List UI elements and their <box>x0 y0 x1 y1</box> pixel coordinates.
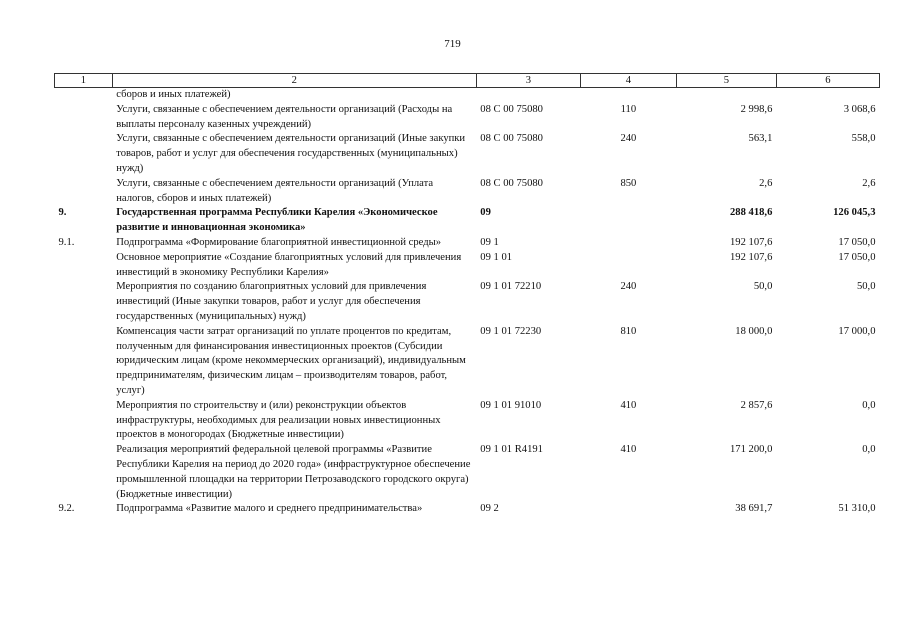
table-row <box>55 88 880 103</box>
row-amount-col5: 192 107,6 <box>730 236 773 248</box>
row-code: 09 1 01 72230 <box>480 325 542 337</box>
row-amount-col6: 50,0 <box>856 281 876 293</box>
row-name: Реализация мероприятий федеральной целевой программы «Развитие Республики Карелия на период до 2020 года» (инфраструктурное обеспечение промышленной площадки на территории Петрозаводского городского округа) (Бюджетные инвестиции) <box>116 444 471 500</box>
row-amount-col5: 38 691,7 <box>735 503 773 515</box>
row-name: сборов и иных платежей) <box>116 89 231 100</box>
table-row <box>55 443 880 502</box>
table-row <box>55 280 880 324</box>
row-code: 09 1 01 72210 <box>480 281 542 293</box>
row-amount-col6: 17 050,0 <box>838 251 876 263</box>
row-code: 09 <box>480 207 491 219</box>
row-amount-col5: 288 418,6 <box>730 207 773 219</box>
row-code: 08 С 00 75080 <box>480 177 543 189</box>
row-amount-col6: 17 050,0 <box>838 236 876 248</box>
row-number: 9.2. <box>58 503 75 515</box>
row-expense-type <box>580 502 676 517</box>
row-number: 9. <box>58 207 67 219</box>
row-expense-type <box>580 236 676 251</box>
row-amount-col5: 18 000,0 <box>735 325 773 337</box>
row-amount-col5: 171 200,0 <box>730 444 773 456</box>
table-row <box>55 103 880 133</box>
row-code: 08 С 00 75080 <box>480 133 543 145</box>
row-expense-type <box>580 251 676 281</box>
table-row <box>55 206 880 236</box>
row-name: Услуги, связанные с обеспечением деятельности организаций (Расходы на выплаты персоналу казенных учреждений) <box>116 103 453 130</box>
column-header-3: 3 <box>476 74 580 88</box>
row-expense-type: 410 <box>620 444 637 456</box>
row-code: 09 1 01 91010 <box>480 399 542 411</box>
row-number <box>55 443 113 502</box>
row-amount-col6: 558,0 <box>851 133 876 145</box>
row-amount-col5: 2 998,6 <box>740 103 773 115</box>
page-number: 719 <box>444 38 461 50</box>
table-row <box>55 399 880 443</box>
row-expense-type: 110 <box>620 103 637 115</box>
row-code: 09 1 01 R4191 <box>480 444 543 456</box>
row-amount-col6: 17 000,0 <box>838 325 876 337</box>
row-amount-col6: 0,0 <box>862 399 876 411</box>
row-expense-type: 810 <box>620 325 637 337</box>
row-amount-col5: 50,0 <box>753 281 773 293</box>
row-expense-type <box>580 206 676 236</box>
table-row <box>55 502 880 517</box>
table-row <box>55 325 880 399</box>
table-row <box>55 251 880 281</box>
row-number <box>55 132 113 176</box>
row-amount-col5: 2,6 <box>759 177 773 189</box>
row-code: 09 2 <box>480 503 499 515</box>
column-header-5: 5 <box>676 74 776 88</box>
row-amount-col5: 2 857,6 <box>740 399 773 411</box>
row-name: Компенсация части затрат организаций по уплате процентов по кредитам, полученным для финансирования инвестиционных проектов (Субсидии юридическим лицам (кроме некоммерческих организаций), индивидуальным предпринимателям, физическим лицам – производителям товаров, работ, услуг) <box>116 325 466 396</box>
column-header-2: 2 <box>112 74 476 88</box>
row-code: 09 1 <box>480 236 499 248</box>
row-name: Услуги, связанные с обеспечением деятельности организаций (Уплата налогов, сборов и иных платежей) <box>116 177 434 204</box>
column-header-6: 6 <box>776 74 879 88</box>
row-name: Государственная программа Республики Карелия «Экономическое развитие и инновационная экономика» <box>116 207 438 234</box>
row-expense-type <box>580 88 676 103</box>
row-name: Мероприятия по строительству и (или) реконструкции объектов инфраструктуры, необходимых для реализации новых инвестиционных проектов в моногородах (Бюджетные инвестиции) <box>116 399 441 441</box>
row-name: Подпрограмма «Развитие малого и среднего предпринимательства» <box>116 503 423 515</box>
row-code: 09 1 01 <box>480 251 513 263</box>
row-number <box>55 280 113 324</box>
row-name: Услуги, связанные с обеспечением деятельности организаций (Иные закупки товаров, работ и услуг для обеспечения государственных (муниципальных) нужд) <box>116 133 466 174</box>
row-number <box>55 325 113 399</box>
row-number: 9.1. <box>58 236 75 248</box>
row-number <box>55 251 113 281</box>
row-number <box>55 177 113 207</box>
row-number <box>55 88 113 103</box>
row-code: 08 С 00 75080 <box>480 103 543 115</box>
row-amount-col6: 126 045,3 <box>833 207 876 219</box>
row-name: Подпрограмма «Формирование благоприятной инвестиционной среды» <box>116 236 442 248</box>
row-name: Мероприятия по созданию благоприятных условий для привлечения инвестиций (Иные закупки товаров, работ и услуг для обеспечения государственных (муниципальных) нужд) <box>116 281 427 322</box>
row-amount-col5: 563,1 <box>748 133 773 145</box>
row-amount-col6: 0,0 <box>862 444 876 456</box>
table-body <box>55 88 880 518</box>
row-amount-col6: 51 310,0 <box>838 503 876 515</box>
row-expense-type: 410 <box>620 399 637 411</box>
row-number <box>55 399 113 443</box>
column-header-row <box>55 74 880 88</box>
row-amount-col5: 192 107,6 <box>730 251 773 263</box>
table-row <box>55 177 880 207</box>
row-amount-col6 <box>776 88 879 103</box>
row-number <box>55 103 113 133</box>
row-name: Основное мероприятие «Создание благоприятных условий для привлечения инвестиций в экономику Республики Карелия» <box>116 251 462 278</box>
row-amount-col6: 3 068,6 <box>843 103 876 115</box>
column-header-4: 4 <box>580 74 676 88</box>
table-row <box>55 132 880 176</box>
row-code <box>476 88 580 103</box>
row-expense-type: 240 <box>620 133 637 145</box>
row-expense-type: 850 <box>620 177 637 189</box>
row-expense-type: 240 <box>620 281 637 293</box>
budget-table <box>54 73 880 517</box>
table-row <box>55 236 880 251</box>
column-header-1: 1 <box>55 74 113 88</box>
row-amount-col5 <box>676 88 776 103</box>
row-amount-col6: 2,6 <box>862 177 876 189</box>
